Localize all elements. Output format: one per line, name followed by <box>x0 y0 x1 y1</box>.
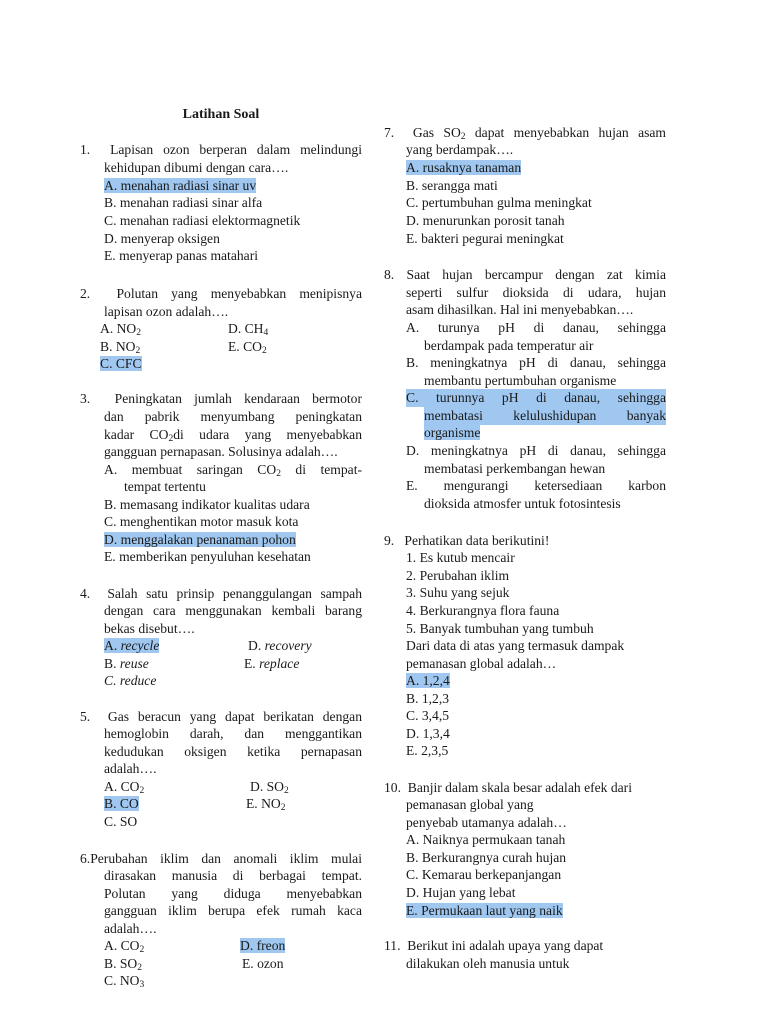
question-3-option-c[interactable]: C. menghentikan motor masuk kota <box>104 514 299 529</box>
answer-highlight: A. rusaknya tanaman <box>406 160 522 175</box>
question-6-option-c[interactable]: C. $NO_3$ <box>104 973 145 990</box>
question-6-stem-line-4: gangguan iklim berupa efek rumah kaca <box>104 903 362 918</box>
question-7-option-e[interactable]: E. bakteri pegurai meningkat <box>406 231 564 246</box>
question-9-question-line-2: pemanasan global adalah… <box>406 656 557 671</box>
question-9-option-e[interactable]: E. 2,3,5 <box>406 743 449 758</box>
question-11-stem-line-2: dilakukan oleh manusia untuk <box>406 956 570 971</box>
question-8-stem-line-2: seperti sulfur dioksida di udara, hujan <box>406 285 666 300</box>
question-4-option-c[interactable]: C. reduce <box>104 673 157 688</box>
question-5-stem-line-2: hemoglobin darah, dan menggantikan <box>104 726 362 741</box>
question-1-option-c[interactable]: C. menahan radiasi elektormagnetik <box>104 213 301 228</box>
question-1-option-a[interactable] <box>104 177 362 195</box>
question-6-stem-line-1: 6.Perubahan iklim dan anomali iklim mulai <box>80 851 362 866</box>
question-3-stem-line-3: kadar $CO_2di$ udara yang menyebabkan <box>104 427 362 444</box>
question-6-stem-line-3: Polutan yang diduga menyebabkan <box>104 886 362 901</box>
question-3-option-d[interactable] <box>104 531 386 549</box>
question-6-option-e[interactable]: E. ozon <box>242 956 284 971</box>
question-8-stem-line-3: asam dihasilkan. Hal ini menyebabkan…. <box>406 302 634 317</box>
question-5-stem-line-1: 5. Gas beracun yang dapat berikatan dengan <box>80 709 362 724</box>
answer-highlight: D. menggalakan penanaman pohon <box>104 532 296 547</box>
question-9-item-3: 3. Suhu yang sejuk <box>406 585 510 600</box>
answer-highlight: C. CFC <box>100 356 142 371</box>
question-7-option-c[interactable]: C. pertumbuhan gulma meningkat <box>406 195 592 210</box>
answer-highlight: E. Permukaan laut yang naik <box>406 903 563 918</box>
question-3-option-e[interactable]: E. memberikan penyuluhan kesehatan <box>104 549 311 564</box>
question-3-option-a-line-2: tempat tertentu <box>124 479 206 494</box>
question-3-option-a[interactable]: A. membuat saringan $CO_2$ di tempat- <box>104 462 362 479</box>
question-2-stem-line-1: 2. Polutan yang menyebabkan menipisnya <box>80 286 362 301</box>
question-1-option-b[interactable]: B. menahan radiasi sinar alfa <box>104 195 263 210</box>
answer-highlight: organisme <box>424 425 481 440</box>
question-2-option-b[interactable]: B. $NO_2$ <box>100 339 141 356</box>
question-5-stem-line-3: kedudukan oksigen ketika pernapasan <box>104 744 362 759</box>
question-1-option-d[interactable]: D. menyerap oksigen <box>104 231 220 246</box>
question-9-item-5: 5. Banyak tumbuhan yang tumbuh <box>406 621 594 636</box>
answer-highlight: A. recycle <box>104 638 160 653</box>
question-1-stem-line-1: 1. Lapisan ozon berperan dalam melindungi <box>80 142 363 157</box>
answer-highlight: D. freon <box>240 938 286 953</box>
question-2-option-d[interactable]: D. $CH_4$ <box>228 321 269 338</box>
question-7-option-b[interactable]: B. serangga mati <box>406 178 498 193</box>
question-8-option-d-line-2: membatasi perkembangan hewan <box>424 461 606 476</box>
question-4-stem-line-1: 4. Salah satu prinsip penanggulangan sampah <box>80 586 362 601</box>
question-2-option-e[interactable]: E. $CO_2$ <box>228 339 267 356</box>
question-10-option-a[interactable]: A. Naiknya permukaan tanah <box>406 832 566 847</box>
question-5-option-d[interactable]: D. $SO_2$ <box>250 779 289 796</box>
question-10-stem-line-3: penyebab utamanya adalah… <box>406 815 567 830</box>
question-4-option-e[interactable]: E. replace <box>244 656 300 671</box>
question-8-option-d[interactable]: D. meningkatnya pH di danau, sehingga <box>406 443 666 458</box>
question-2-stem-line-2: lapisan ozon adalah…. <box>104 304 229 319</box>
question-10-stem-line-2: pemanasan global yang <box>406 797 534 812</box>
question-8-option-b-line-2: membantu pertumbuhan organisme <box>424 373 617 388</box>
answer-highlight: C. turunnya pH di danau, sehingga <box>406 390 666 405</box>
question-8-option-a[interactable]: A. turunya pH di danau, sehingga <box>406 320 666 335</box>
question-7-option-d[interactable]: D. menurunkan porosit tanah <box>406 213 565 228</box>
question-7-stem-line-2: yang berdampak…. <box>406 142 514 157</box>
answer-highlight: A. menahan radiasi sinar uv <box>104 178 257 193</box>
question-5-option-e[interactable]: E. $NO_2$ <box>246 796 286 813</box>
question-6-option-b[interactable]: B. $SO_2$ <box>104 956 142 973</box>
question-9-item-2: 2. Perubahan iklim <box>406 568 510 583</box>
answer-highlight: A. 1,2,4 <box>406 673 450 688</box>
question-6-stem-line-5: adalah…. <box>104 921 157 936</box>
question-8-stem-line-1: 8. Saat hujan bercampur dengan zat kimia <box>384 267 666 282</box>
question-8-option-c[interactable] <box>406 389 666 407</box>
question-9-item-4: 4. Berkurangnya flora fauna <box>406 603 560 618</box>
question-10-option-d[interactable]: D. Hujan yang lebat <box>406 885 516 900</box>
question-6-stem-line-2: dirasakan manusia di berbagai tempat. <box>104 868 362 883</box>
question-3-stem-line-1: 3. Peningkatan jumlah kendaraan bermotor <box>80 391 363 406</box>
question-10-option-e[interactable] <box>406 902 688 920</box>
question-2-option-a[interactable]: A. $NO_2$ <box>100 321 141 338</box>
question-8-option-e-line-2: dioksida atmosfer untuk fotosintesis <box>424 496 621 511</box>
question-3-option-b[interactable]: B. memasang indikator kualitas udara <box>104 497 310 512</box>
question-3-stem-line-2: dan pabrik menyumbang peningkatan <box>104 409 362 424</box>
question-9-stem: 9. Perhatikan data berikutini! <box>384 533 550 548</box>
question-9-option-b[interactable]: B. 1,2,3 <box>406 691 450 706</box>
question-9-question-line-1: Dari data di atas yang termasuk dampak <box>406 638 625 653</box>
question-9-item-1: 1. Es kutub mencair <box>406 550 515 565</box>
question-10-option-c[interactable]: C. Kemarau berkepanjangan <box>406 867 562 882</box>
question-9-option-a[interactable] <box>406 672 688 690</box>
question-3-stem-line-4: gangguan pernapasan. Solusinya adalah…. <box>104 444 338 459</box>
question-1-option-e[interactable]: E. menyerap panas matahari <box>104 248 258 263</box>
question-5-stem-line-4: adalah…. <box>104 761 157 776</box>
answer-highlight: membatasi kelulushidupan banyak <box>424 408 666 423</box>
question-10-option-b[interactable]: B. Berkurangnya curah hujan <box>406 850 567 865</box>
question-4-stem-line-2: dengan cara menggunakan kembali barang <box>104 603 362 618</box>
question-5-option-a[interactable]: A. $CO_2$ <box>104 779 145 796</box>
question-7-stem-line-1: 7. Gas $SO_2$ dapat menyebabkan hujan asam <box>384 125 666 142</box>
question-2-option-c[interactable] <box>100 355 382 373</box>
question-4-option-d[interactable]: D. recovery <box>248 638 312 653</box>
question-11-stem-line-1: 11. Berikut ini adalah upaya yang dapat <box>384 938 604 953</box>
question-8-option-e[interactable]: E. mengurangi ketersediaan karbon <box>406 478 666 493</box>
question-6-option-a[interactable]: A. $CO_2$ <box>104 938 145 955</box>
question-10-stem-line-1: 10. Banjir dalam skala besar adalah efek dari <box>384 780 632 795</box>
question-7-option-a[interactable] <box>406 159 688 177</box>
answer-highlight: B. CO <box>104 796 139 811</box>
question-9-option-d[interactable]: D. 1,3,4 <box>406 726 450 741</box>
question-4-stem-line-3: bekas disebut…. <box>104 621 195 636</box>
question-1-stem-line-2: kehidupan dibumi dengan cara…. <box>104 160 289 175</box>
question-8-option-b[interactable]: B. meningkatnya pH di danau, sehingga <box>406 355 666 370</box>
question-9-option-c[interactable]: C. 3,4,5 <box>406 708 450 723</box>
question-8-option-a-line-2: berdampak pada temperatur air <box>424 338 594 353</box>
page-title: Latihan Soal <box>182 107 260 122</box>
question-5-option-c[interactable]: C. SO <box>104 814 138 829</box>
question-8-option-c-line-3 <box>424 424 706 442</box>
question-4-option-b[interactable]: B. reuse <box>104 656 149 671</box>
question-8-option-c-line-2 <box>424 407 666 425</box>
